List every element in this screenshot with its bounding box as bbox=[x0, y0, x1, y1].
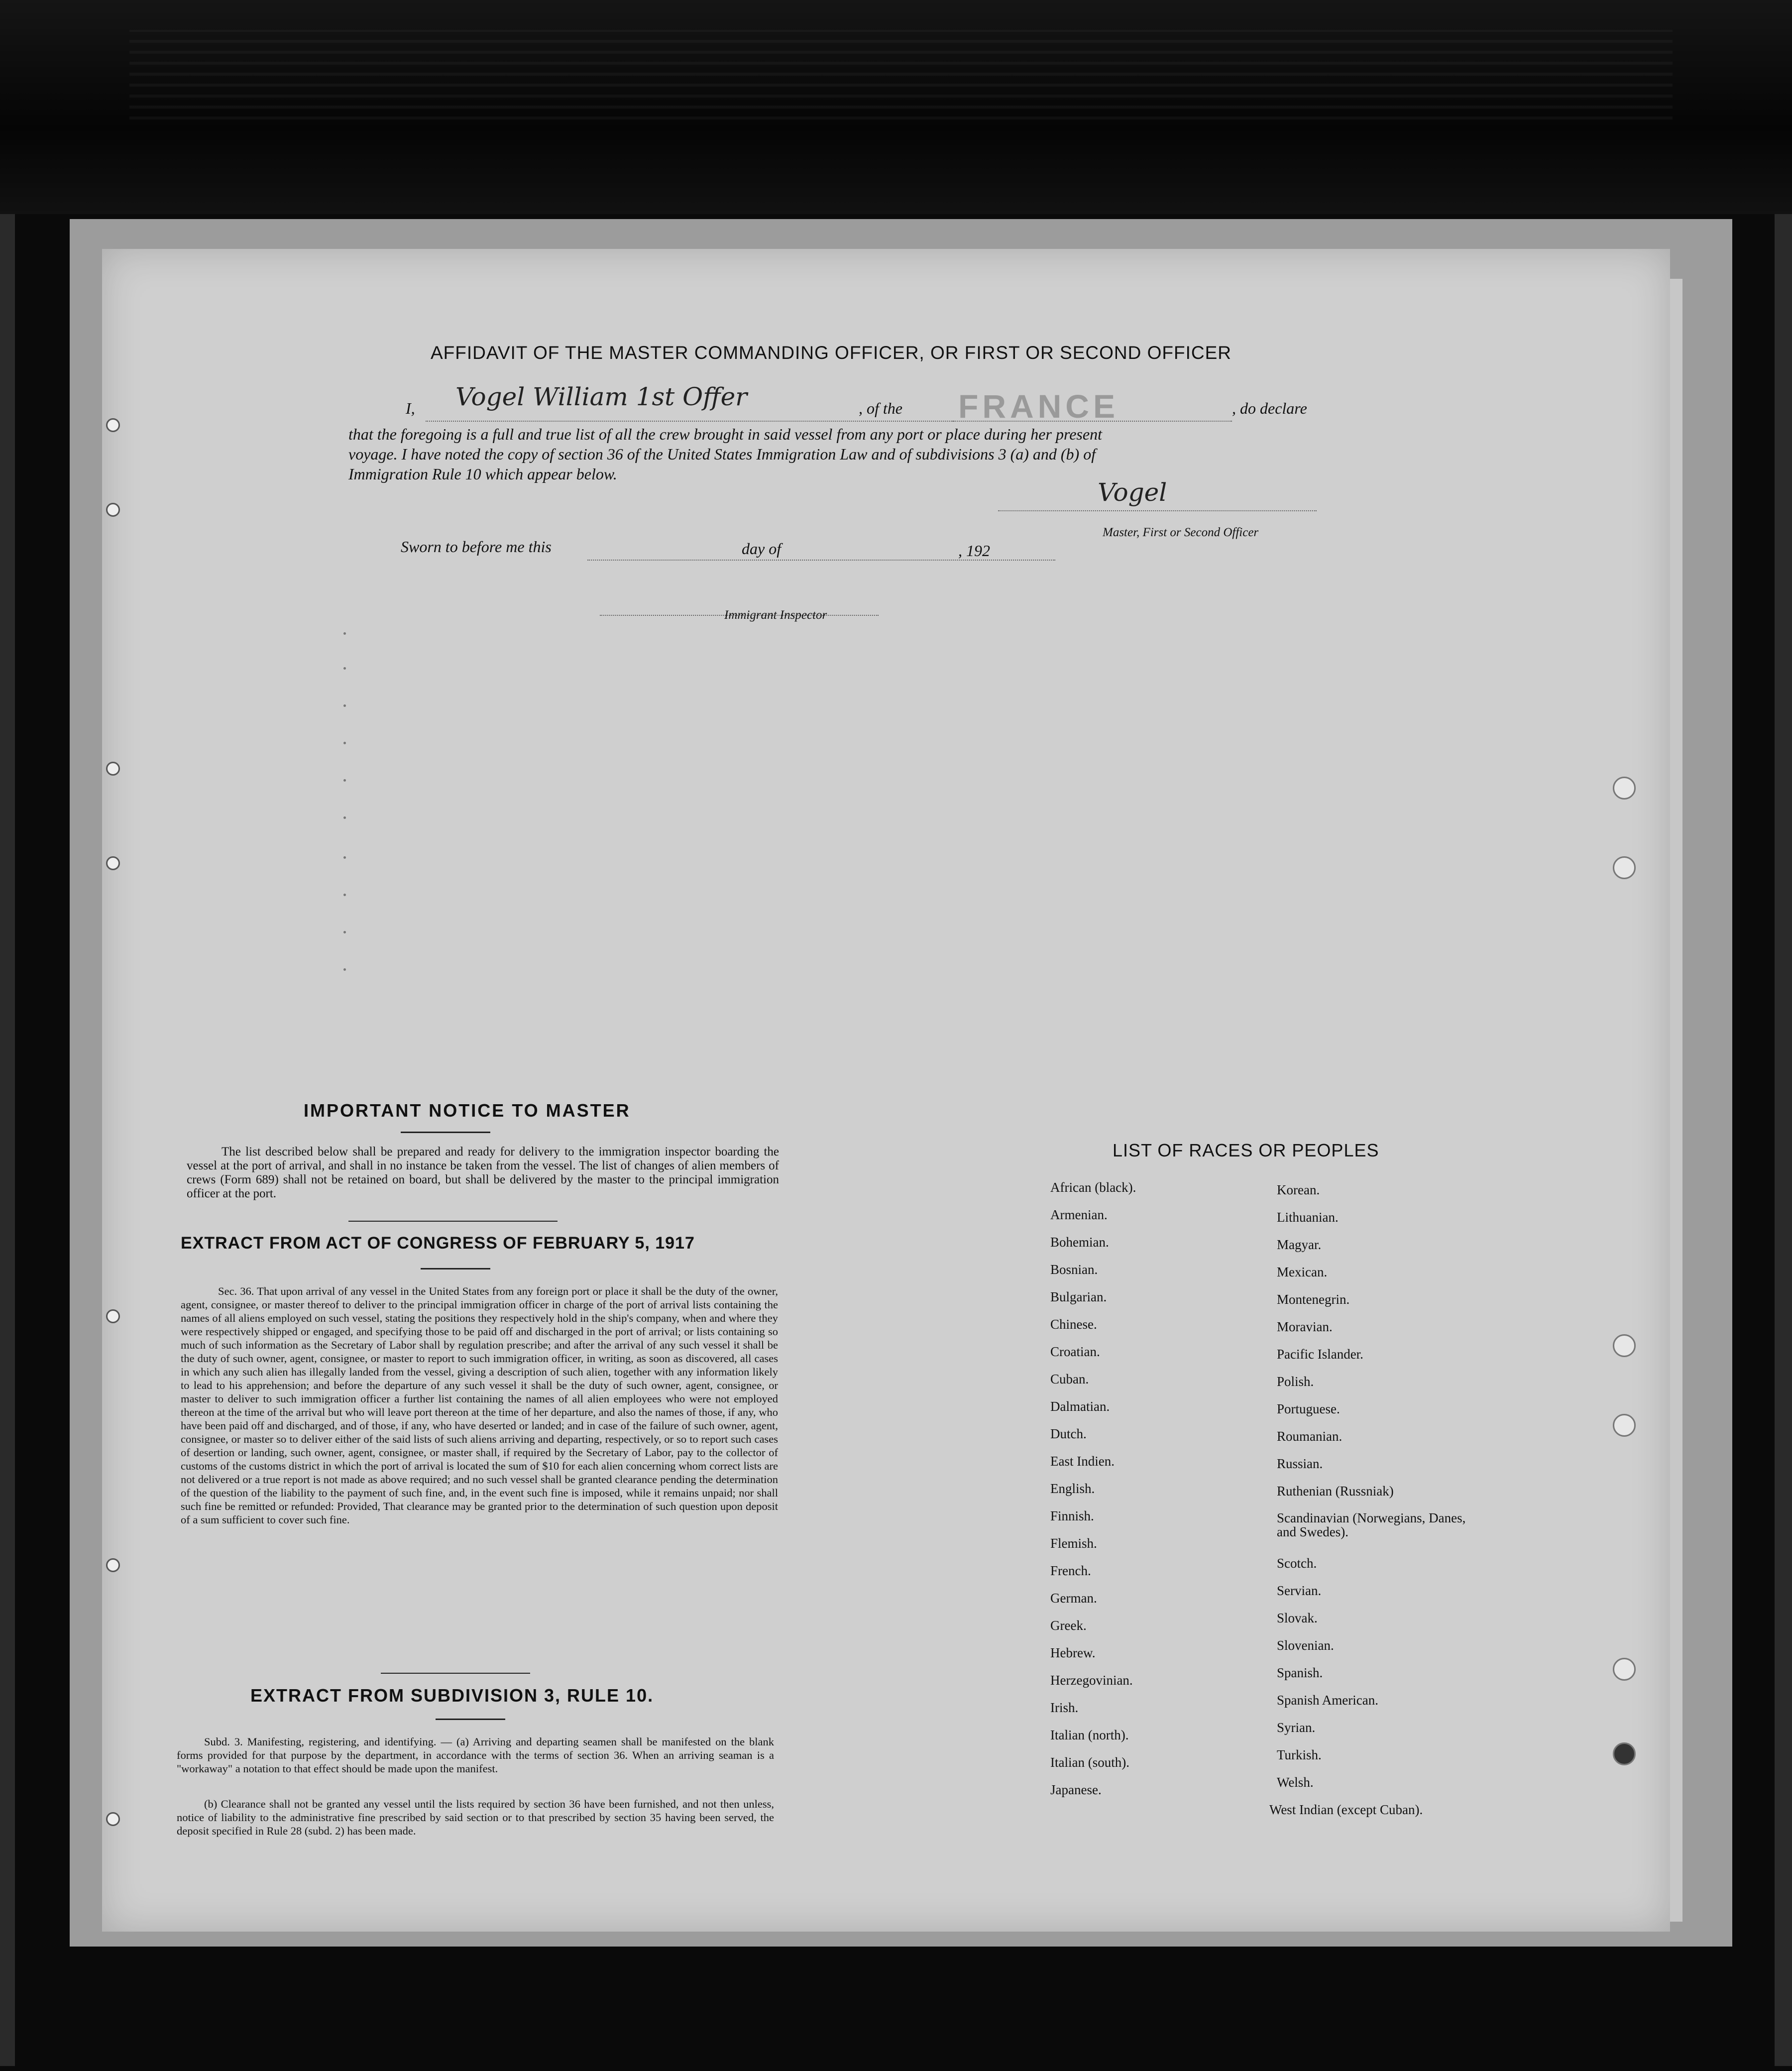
affidavit-page bbox=[102, 249, 1670, 1932]
race-item: Servian. bbox=[1277, 1583, 1322, 1598]
notice-text: The list described below shall be prepared and ready for delivery to the immigration inspector boarding the vessel at the port of arrival, and shall in no instance be taken from the vessel. The list of changes of alien members of crews (Form 689) shall not be retained on board, but shall be delivered by the master to the principal immigration officer at the port. bbox=[187, 1145, 779, 1200]
race-item: Dutch. bbox=[1050, 1426, 1087, 1441]
punch-hole bbox=[1613, 1658, 1636, 1681]
race-item: Italian (south). bbox=[1050, 1755, 1129, 1770]
binder-ring bbox=[106, 1812, 120, 1826]
punch-hole bbox=[1613, 1742, 1636, 1765]
race-item: Bohemian. bbox=[1050, 1235, 1109, 1250]
race-item: Slovak. bbox=[1277, 1611, 1318, 1625]
race-item: Korean. bbox=[1277, 1182, 1320, 1197]
race-item: Croatian. bbox=[1050, 1344, 1100, 1359]
race-item: East Indien. bbox=[1050, 1454, 1115, 1469]
right-frame-edge bbox=[1775, 214, 1792, 2066]
ship-line bbox=[953, 421, 1232, 422]
race-item: West Indian (except Cuban). bbox=[1269, 1802, 1423, 1817]
race-item: Flemish. bbox=[1050, 1536, 1097, 1551]
race-item: Lithuanian. bbox=[1277, 1210, 1339, 1225]
guide-dot bbox=[343, 894, 346, 896]
affidavit-line-3: voyage. I have noted the copy of section 36 of the United States Immigration Law and of subdivisions 3 (a) and (b) of bbox=[348, 445, 1096, 463]
notice-title: IMPORTANT NOTICE TO MASTER bbox=[304, 1100, 631, 1121]
extract-act-title: EXTRACT FROM ACT OF CONGRESS OF FEBRUARY 5, 1917 bbox=[181, 1234, 695, 1253]
guide-dot bbox=[343, 704, 346, 707]
race-item: Moravian. bbox=[1277, 1319, 1333, 1334]
officer-signature: Vogel bbox=[1098, 478, 1167, 507]
race-item: Bulgarian. bbox=[1050, 1289, 1107, 1304]
race-item: Italian (north). bbox=[1050, 1727, 1129, 1742]
race-item: Greek. bbox=[1050, 1618, 1087, 1633]
race-item: Armenian. bbox=[1050, 1207, 1108, 1222]
extract-rule-rule bbox=[436, 1719, 505, 1720]
guide-dot bbox=[343, 667, 346, 670]
left-frame-edge bbox=[0, 214, 15, 2066]
binder-ring bbox=[106, 1558, 120, 1572]
race-item: African (black). bbox=[1050, 1180, 1136, 1195]
binder-ring bbox=[106, 418, 120, 432]
race-item: Dalmatian. bbox=[1050, 1399, 1110, 1414]
race-item: English. bbox=[1050, 1481, 1095, 1496]
race-item: Pacific Islander. bbox=[1277, 1347, 1363, 1362]
race-item: Mexican. bbox=[1277, 1265, 1328, 1279]
handwritten-officer-name: Vogel William 1st Offer bbox=[455, 382, 748, 411]
extract-rule-text-b: (b) Clearance shall not be granted any vessel until the lists required by section 36 have been furnished, and not then unless, notice of liability to the administrative fine prescribed by said section or to that prescribed by section 35 having been served, the deposit specified in Rule 28 (subd. 2) has been made. bbox=[177, 1798, 774, 1837]
binder-ring bbox=[106, 762, 120, 776]
day-of-text: day of bbox=[742, 540, 782, 558]
race-item: Welsh. bbox=[1277, 1775, 1314, 1790]
race-item: Finnish. bbox=[1050, 1508, 1094, 1523]
notice-rule bbox=[401, 1132, 490, 1133]
extract-act-text: Sec. 36. That upon arrival of any vessel in the United States from any foreign port or place it shall be the duty of the owner, agent, consignee, or master thereof to deliver to the principal immigration officer in charge of the port of arrival lists containing the names of all aliens employed on such vessel, stating the positions they respectively hold in the ship's company, when and where they were respectively shipped or engaged, and specifying those to be paid off and discharged in the port of arrival; or lists containing so much of such information as the Secretary of Labor shall by regulation prescribe; and after the arrival of any such vessel it shall be the duty of such owner, agent, consignee, or master to report to such immigration officer, in writing, as soon as discovered, all cases in which any such alien has illegally landed from the vessel, giving a description of such alien, together with any information likely to lead to his apprehension; and before the departure of any such vessel it shall be the duty of such owner, agent, consignee, or master to deliver to such immigration officer a further list containing the names of all alien employees who were not employed thereon at the time of the arrival but who will leave port thereon at the time of her departure, and also the names of those, if any, who have been paid off and discharged, and of those, if any, who have deserted or landed; and in case of the failure of such owner, agent, consignee, or master so to deliver either of the said lists of such aliens arriving and departing, respectively, or so to report such cases of desertion or landing, such owner, agent, consignee, or master shall, if required by the Secretary of Labor, pay to the collector of customs of the customs district in which the port of arrival is located the sum of $10 for each alien concerning whom correct lists are not delivered or a true report is not made as above required; and no such vessel shall be granted clearance pending the determination of the question of the liability to the payment of such fine, and, in the event such fine is imposed, while it remains unpaid; nor shall such fine be remitted or refunded: Provided, That clearance may be granted prior to the determination of such question upon deposit of a sum sufficient to cover such fine. bbox=[181, 1285, 778, 1526]
race-item: Herzegovinian. bbox=[1050, 1673, 1133, 1688]
binder-ring bbox=[106, 856, 120, 870]
race-item: Spanish. bbox=[1277, 1665, 1323, 1680]
race-item: Turkish. bbox=[1277, 1747, 1322, 1762]
affidavit-i: I, bbox=[406, 399, 415, 417]
race-item: Irish. bbox=[1050, 1700, 1079, 1715]
race-item: Bosnian. bbox=[1050, 1262, 1098, 1277]
affidavit-do-declare: , do declare bbox=[1232, 399, 1307, 417]
extract-act-rule bbox=[421, 1268, 490, 1269]
year-text: , 192 bbox=[958, 542, 990, 560]
race-item: Slovenian. bbox=[1277, 1638, 1334, 1653]
races-title: LIST OF RACES OR PEOPLES bbox=[1113, 1140, 1379, 1160]
race-item: Montenegrin. bbox=[1277, 1292, 1350, 1307]
race-item: Scandinavian (Norwegians, Danes, and Swedes). bbox=[1277, 1510, 1466, 1540]
race-item: French. bbox=[1050, 1563, 1091, 1578]
inspector-caption: Immigrant Inspector bbox=[724, 608, 827, 622]
binder-ring bbox=[106, 1309, 120, 1323]
punch-hole bbox=[1613, 1334, 1636, 1357]
section-rule bbox=[381, 1673, 530, 1674]
race-item: Syrian. bbox=[1277, 1720, 1316, 1735]
guide-dot bbox=[343, 931, 346, 933]
race-item: Spanish American. bbox=[1277, 1693, 1378, 1708]
faint-previous-frame bbox=[129, 30, 1673, 119]
race-item: Scotch. bbox=[1277, 1556, 1317, 1571]
guide-dot bbox=[343, 816, 346, 819]
guide-dot bbox=[343, 779, 346, 782]
race-item: Magyar. bbox=[1277, 1237, 1322, 1252]
signature-caption: Master, First or Second Officer bbox=[1103, 526, 1259, 539]
race-item: German. bbox=[1050, 1591, 1097, 1606]
guide-dot bbox=[343, 632, 346, 635]
punch-hole bbox=[1613, 856, 1636, 879]
race-item: Japanese. bbox=[1050, 1782, 1102, 1797]
name-line bbox=[426, 421, 953, 422]
punch-hole bbox=[1613, 1414, 1636, 1437]
affidavit-line-4: Immigration Rule 10 which appear below. bbox=[348, 465, 617, 483]
section-rule bbox=[348, 1221, 558, 1222]
affidavit-title: AFFIDAVIT OF THE MASTER COMMANDING OFFICER, OR FIRST OR SECOND OFFICER bbox=[431, 343, 1232, 363]
race-item: Portuguese. bbox=[1277, 1401, 1340, 1416]
race-item: Ruthenian (Russniak) bbox=[1277, 1484, 1394, 1498]
signature-line bbox=[998, 510, 1317, 511]
race-item: Roumanian. bbox=[1277, 1429, 1343, 1444]
affidavit-of-the: , of the bbox=[859, 399, 902, 417]
binder-ring bbox=[106, 503, 120, 517]
guide-dot bbox=[343, 968, 346, 971]
guide-dot bbox=[343, 856, 346, 859]
punch-hole bbox=[1613, 777, 1636, 800]
guide-dot bbox=[343, 742, 346, 744]
race-item: Cuban. bbox=[1050, 1372, 1089, 1386]
race-item: Russian. bbox=[1277, 1456, 1323, 1471]
extract-rule-text-a: Subd. 3. Manifesting, registering, and identifying. — (a) Arriving and departing seamen shall be manifested on the blank forms provided for that purpose by the department, in accordance with the terms of section 36. When an arriving seaman is a "workaway" a notation to that effect should be made upon the manifest. bbox=[177, 1735, 774, 1775]
film-top-strip bbox=[0, 0, 1792, 214]
extract-rule-title: EXTRACT FROM SUBDIVISION 3, RULE 10. bbox=[250, 1685, 654, 1706]
race-item: Chinese. bbox=[1050, 1317, 1097, 1332]
affidavit-line-2: that the foregoing is a full and true list of all the crew brought in said vessel from any port or place during her present bbox=[348, 425, 1102, 443]
race-item: Hebrew. bbox=[1050, 1645, 1096, 1660]
ship-name-stamp: FRANCE bbox=[958, 388, 1119, 425]
sworn-text: Sworn to before me this bbox=[401, 538, 552, 556]
race-item: Polish. bbox=[1277, 1374, 1314, 1389]
